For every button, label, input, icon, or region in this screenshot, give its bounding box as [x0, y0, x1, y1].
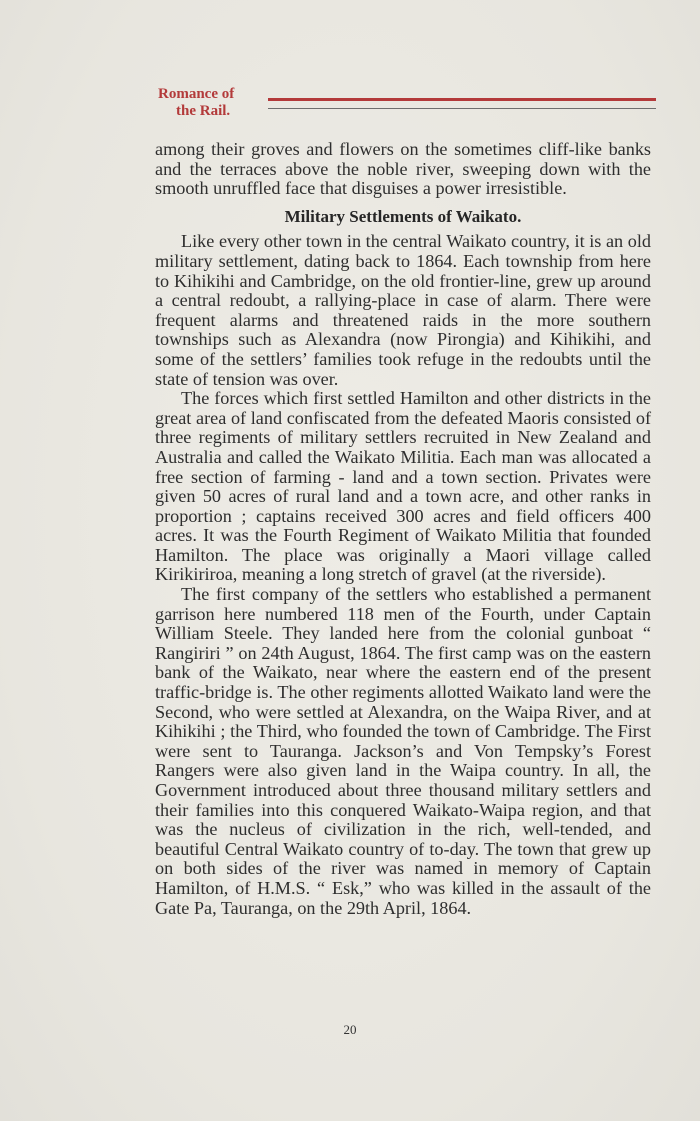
page-number: 20	[343, 1022, 357, 1037]
body-text	[155, 140, 651, 918]
header-rule-thin	[268, 108, 656, 109]
paragraph-continuation: among their groves and flowers on the sometimes cliff-like banks and the terraces above the noble river, sweeping down with the smooth unruffled face that disguises a power irresistible.	[155, 139, 651, 199]
header-rule-thick	[268, 98, 656, 101]
running-head	[158, 86, 258, 120]
running-head-line-2: the Rail.	[176, 103, 231, 119]
paragraph-3: The first company of the settlers who established a permanent garrison here numbered 118 men of the Fourth, under Captain William Steele. They landed here from the colonial gunboat “ Rangiriri ” on 24th August, 1864. The first camp was on the eastern bank of the Waikato, near where the eastern end of the present traffic-bridge is. The other regiments allotted Waikato land were the Second, who were settled at Alexandra, on the Waipa River, and at Kihikihi ; the Third, who founded the town of Cambridge. The First were sent to Tauranga. Jackson’s and Von Tempsky’s Forest Rangers were also given land in the Waipa country. In all, the Government introduced about three thousand military settlers and their families into this conquered Waikato-Waipa region, and that was the nucleus of civilization in the rich, well-tended, and beautiful Central Waikato country of to-day. The town that grew up on both sides of the river was named in memory of Captain Hamilton, of H.M.S. “ Esk,” who was killed in the assault of the Gate Pa, Tauranga, on the 29th April, 1864.	[155, 584, 651, 918]
paragraph-1: Like every other town in the central Waikato country, it is an old military settlement, dating back to 1864. Each township from here to Kihikihi and Cambridge, on the old frontier-line, grew up around a central redoubt, a rallying-place in case of alarm. There were frequent alarms and threatened raids in the more southern townships such as Alexandra (now Pirongia) and Kihikihi, and some of the settlers’ families took refuge in the redoubts until the state of tension was over.	[155, 231, 651, 389]
paragraph-2: The forces which first settled Hamilton and other districts in the great area of land confiscated from the defeated Maoris consisted of three regiments of military settlers recruited in New Zealand and Australia and called the Waikato Militia. Each man was allocated a free section of farming - land and a town section. Privates were given 50 acres of rural land and a town acre, and other ranks in proportion ; captains received 300 acres and field officers 400 acres. It was the Fourth Regiment of Waikato Militia that founded Hamilton. The place was originally a Maori village called Kirikiriroa, meaning a long stretch of gravel (at the riverside).	[155, 388, 651, 585]
running-head-line-1: Romance of	[158, 86, 235, 102]
section-heading: Military Settlements of Waikato.	[284, 206, 522, 226]
